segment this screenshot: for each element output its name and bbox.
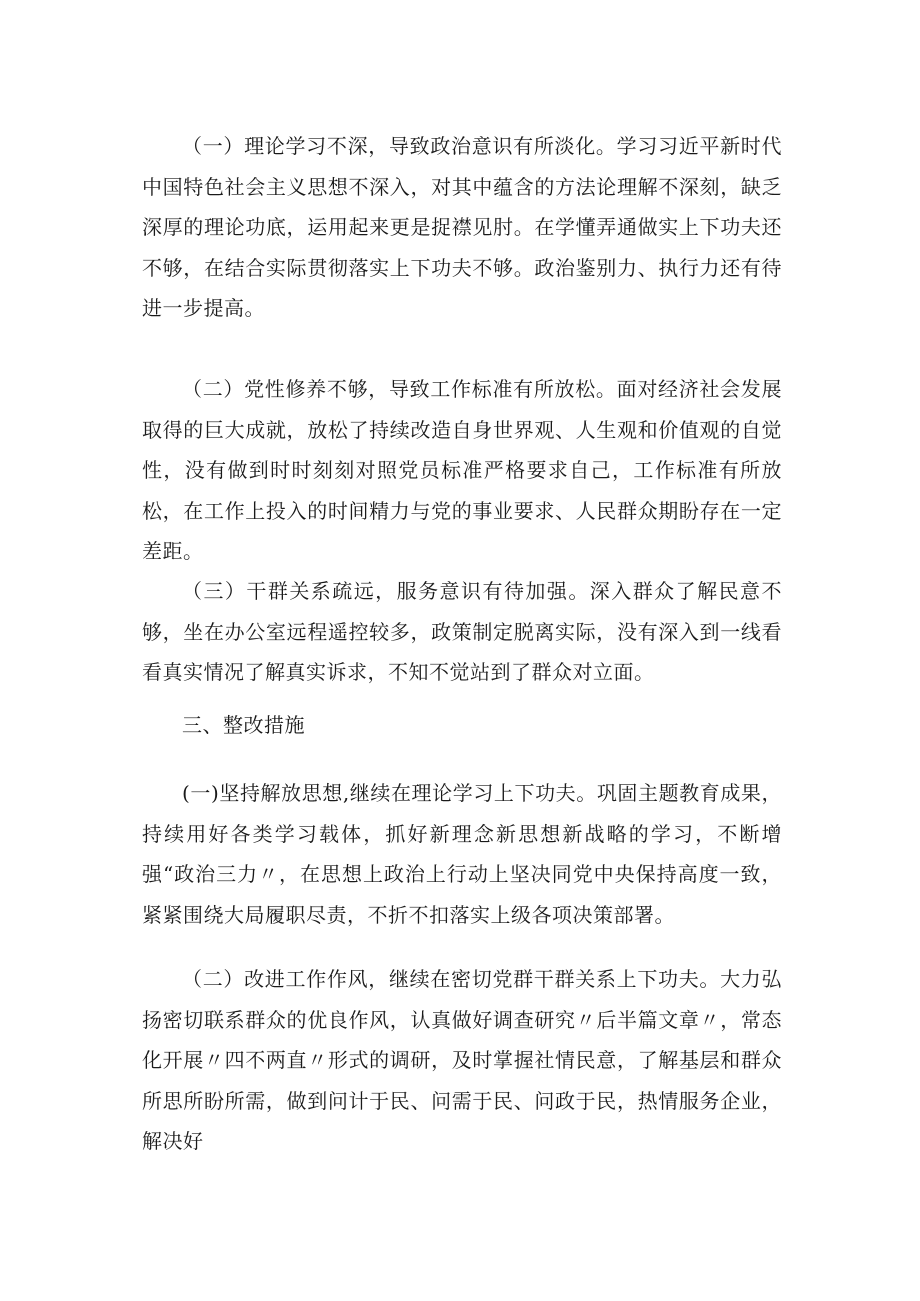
measure-paragraph-1 — [142, 773, 782, 935]
section-heading-rectification — [142, 705, 782, 746]
paragraph-text: （二）党性修养不够，导致工作标准有所放松。面对经济社会发展取得的巨大成就，放松了持续改造自身世界观、人生观和价值观的自觉性，没有做到时时刻刻对照党员标准严格要求自己，工作标准有所放松，在工作上投入的时间精力与党的事业要求、人民群众期盼存在一定差距。 — [142, 377, 782, 563]
analysis-paragraph-2 — [142, 369, 782, 572]
analysis-paragraph-3 — [142, 571, 782, 693]
paragraph-text: （三）干群关系疏远，服务意识有待加强。深入群众了解民意不够，坐在办公室远程遥控较多，政策制定脱离实际，没有深入到一线看看真实情况了解真实诉求，不知不觉站到了群众对立面。 — [142, 579, 782, 684]
section-heading-text: 三、整改措施 — [182, 713, 305, 737]
paragraph-text: （一）理论学习不深，导致政治意识有所淡化。学习习近平新时代中国特色社会主义思想不深入，对其中蕴含的方法论理解不深刻，缺乏深厚的理论功底，运用起来更是捉襟见肘。在学懂弄通做实上下功夫还不够，在结合实际贯彻落实上下功夫不够。政治鉴别力、执行力还有待进一步提高。 — [142, 134, 782, 320]
analysis-paragraph-1 — [142, 126, 782, 329]
measure-paragraph-2 — [142, 959, 782, 1162]
paragraph-text: (一)坚持解放思想,继续在理论学习上下功夫。巩固主题教育成果，持续用好各类学习载体，抓好新理念新思想新战略的学习，不断增强“政治三力〃，在思想上政治上行动上坚决同党中央保持高度一致，紧紧围绕大局履职尽责，不折不扣落实上级各项决策部署。 — [142, 781, 782, 927]
paragraph-text: （二）改进工作作风，继续在密切党群干群关系上下功夫。大力弘扬密切联系群众的优良作风，认真做好调查研究〃后半篇文章〃，常态化开展〃四不两直〃形式的调研，及时掌握社情民意，了解基层和群众所思所盼所需，做到问计于民、问需于民、问政于民，热情服务企业，解决好 — [142, 967, 782, 1153]
